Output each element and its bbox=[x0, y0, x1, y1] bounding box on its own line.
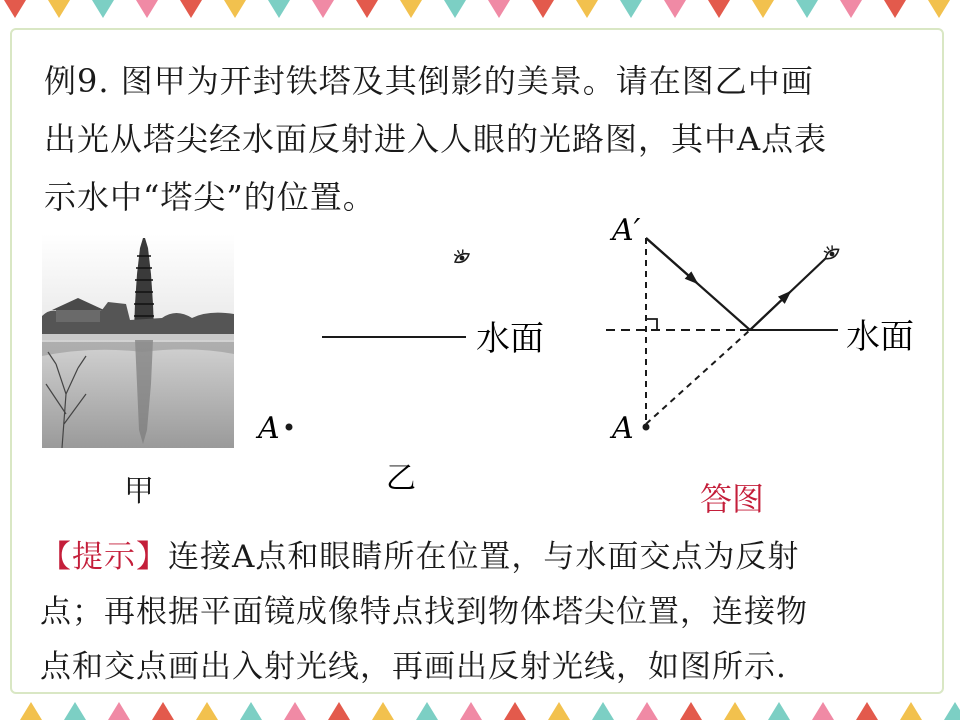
bunting-flag bbox=[48, 0, 70, 18]
bunting-flag bbox=[680, 702, 702, 720]
top-bunting-decoration bbox=[0, 0, 960, 22]
answer-point-a-prime-label: A′ bbox=[612, 213, 641, 248]
bunting-flag bbox=[312, 0, 334, 18]
problem-line-2: 出光从塔尖经水面反射进入人眼的光路图，其中A点表 bbox=[44, 120, 828, 158]
tower-photo-drawing bbox=[42, 234, 234, 448]
answer-water-label: 水面 bbox=[846, 317, 914, 357]
bunting-flag bbox=[136, 0, 158, 18]
bunting-flag bbox=[328, 702, 350, 720]
bunting-flag bbox=[548, 702, 570, 720]
bunting-flag bbox=[372, 702, 394, 720]
bunting-flag bbox=[812, 702, 834, 720]
bunting-flag bbox=[488, 0, 510, 18]
bunting-flag bbox=[884, 0, 906, 18]
hint-label: 【提示】 bbox=[40, 539, 168, 575]
problem-text bbox=[44, 52, 934, 226]
bunting-flag bbox=[752, 0, 774, 18]
bunting-flag bbox=[576, 0, 598, 18]
problem-line-3: 示水中“塔尖”的位置。 bbox=[44, 178, 376, 216]
water-surface-label: 水面 bbox=[476, 319, 544, 359]
answer-point-a-label: A bbox=[612, 411, 634, 446]
bunting-flag bbox=[768, 702, 790, 720]
hint-line-1 bbox=[40, 530, 930, 585]
bunting-flag bbox=[664, 0, 686, 18]
tower-photo bbox=[42, 234, 234, 448]
answer-caption: 答图 bbox=[700, 480, 765, 518]
bottom-bunting-decoration bbox=[0, 698, 960, 720]
bunting-flag bbox=[268, 0, 290, 18]
bunting-flag bbox=[636, 702, 658, 720]
bunting-flag bbox=[532, 0, 554, 18]
bunting-flag bbox=[856, 702, 878, 720]
hint-line-1-text: 连接A点和眼睛所在位置，与水面交点为反射 bbox=[168, 539, 800, 575]
bunting-flag bbox=[928, 0, 950, 18]
bunting-flag bbox=[64, 702, 86, 720]
problem-line-1: 例9. 图甲为开封铁塔及其倒影的美景。请在图乙中画 bbox=[44, 62, 814, 100]
bunting-flag bbox=[444, 0, 466, 18]
bunting-flag bbox=[796, 0, 818, 18]
bunting-flag bbox=[592, 702, 614, 720]
bunting-flag bbox=[240, 702, 262, 720]
bunting-flag bbox=[708, 0, 730, 18]
bunting-flag bbox=[356, 0, 378, 18]
bunting-flag bbox=[92, 0, 114, 18]
bunting-flag bbox=[460, 702, 482, 720]
hint-text bbox=[40, 530, 930, 695]
photo-caption: 甲 bbox=[124, 474, 154, 509]
bunting-flag bbox=[108, 702, 130, 720]
diagram-caption: 乙 bbox=[386, 461, 416, 496]
bunting-flag bbox=[416, 702, 438, 720]
hint-line-3: 点和交点画出入射光线，再画出反射光线，如图所示. bbox=[40, 649, 787, 685]
bunting-flag bbox=[620, 0, 642, 18]
bunting-flag bbox=[4, 0, 26, 18]
bunting-flag bbox=[504, 702, 526, 720]
bunting-flag bbox=[724, 702, 746, 720]
bunting-flag bbox=[20, 702, 42, 720]
bunting-flag bbox=[400, 0, 422, 18]
bunting-flag bbox=[284, 702, 306, 720]
bunting-flag bbox=[196, 702, 218, 720]
hint-line-2: 点；再根据平面镜成像特点找到物体塔尖位置，连接物 bbox=[40, 594, 808, 630]
bunting-flag bbox=[944, 702, 960, 720]
bunting-flag bbox=[840, 0, 862, 18]
bunting-flag bbox=[180, 0, 202, 18]
bunting-flag bbox=[900, 702, 922, 720]
bunting-flag bbox=[152, 702, 174, 720]
point-a-label: A bbox=[258, 411, 280, 446]
bunting-flag bbox=[224, 0, 246, 18]
